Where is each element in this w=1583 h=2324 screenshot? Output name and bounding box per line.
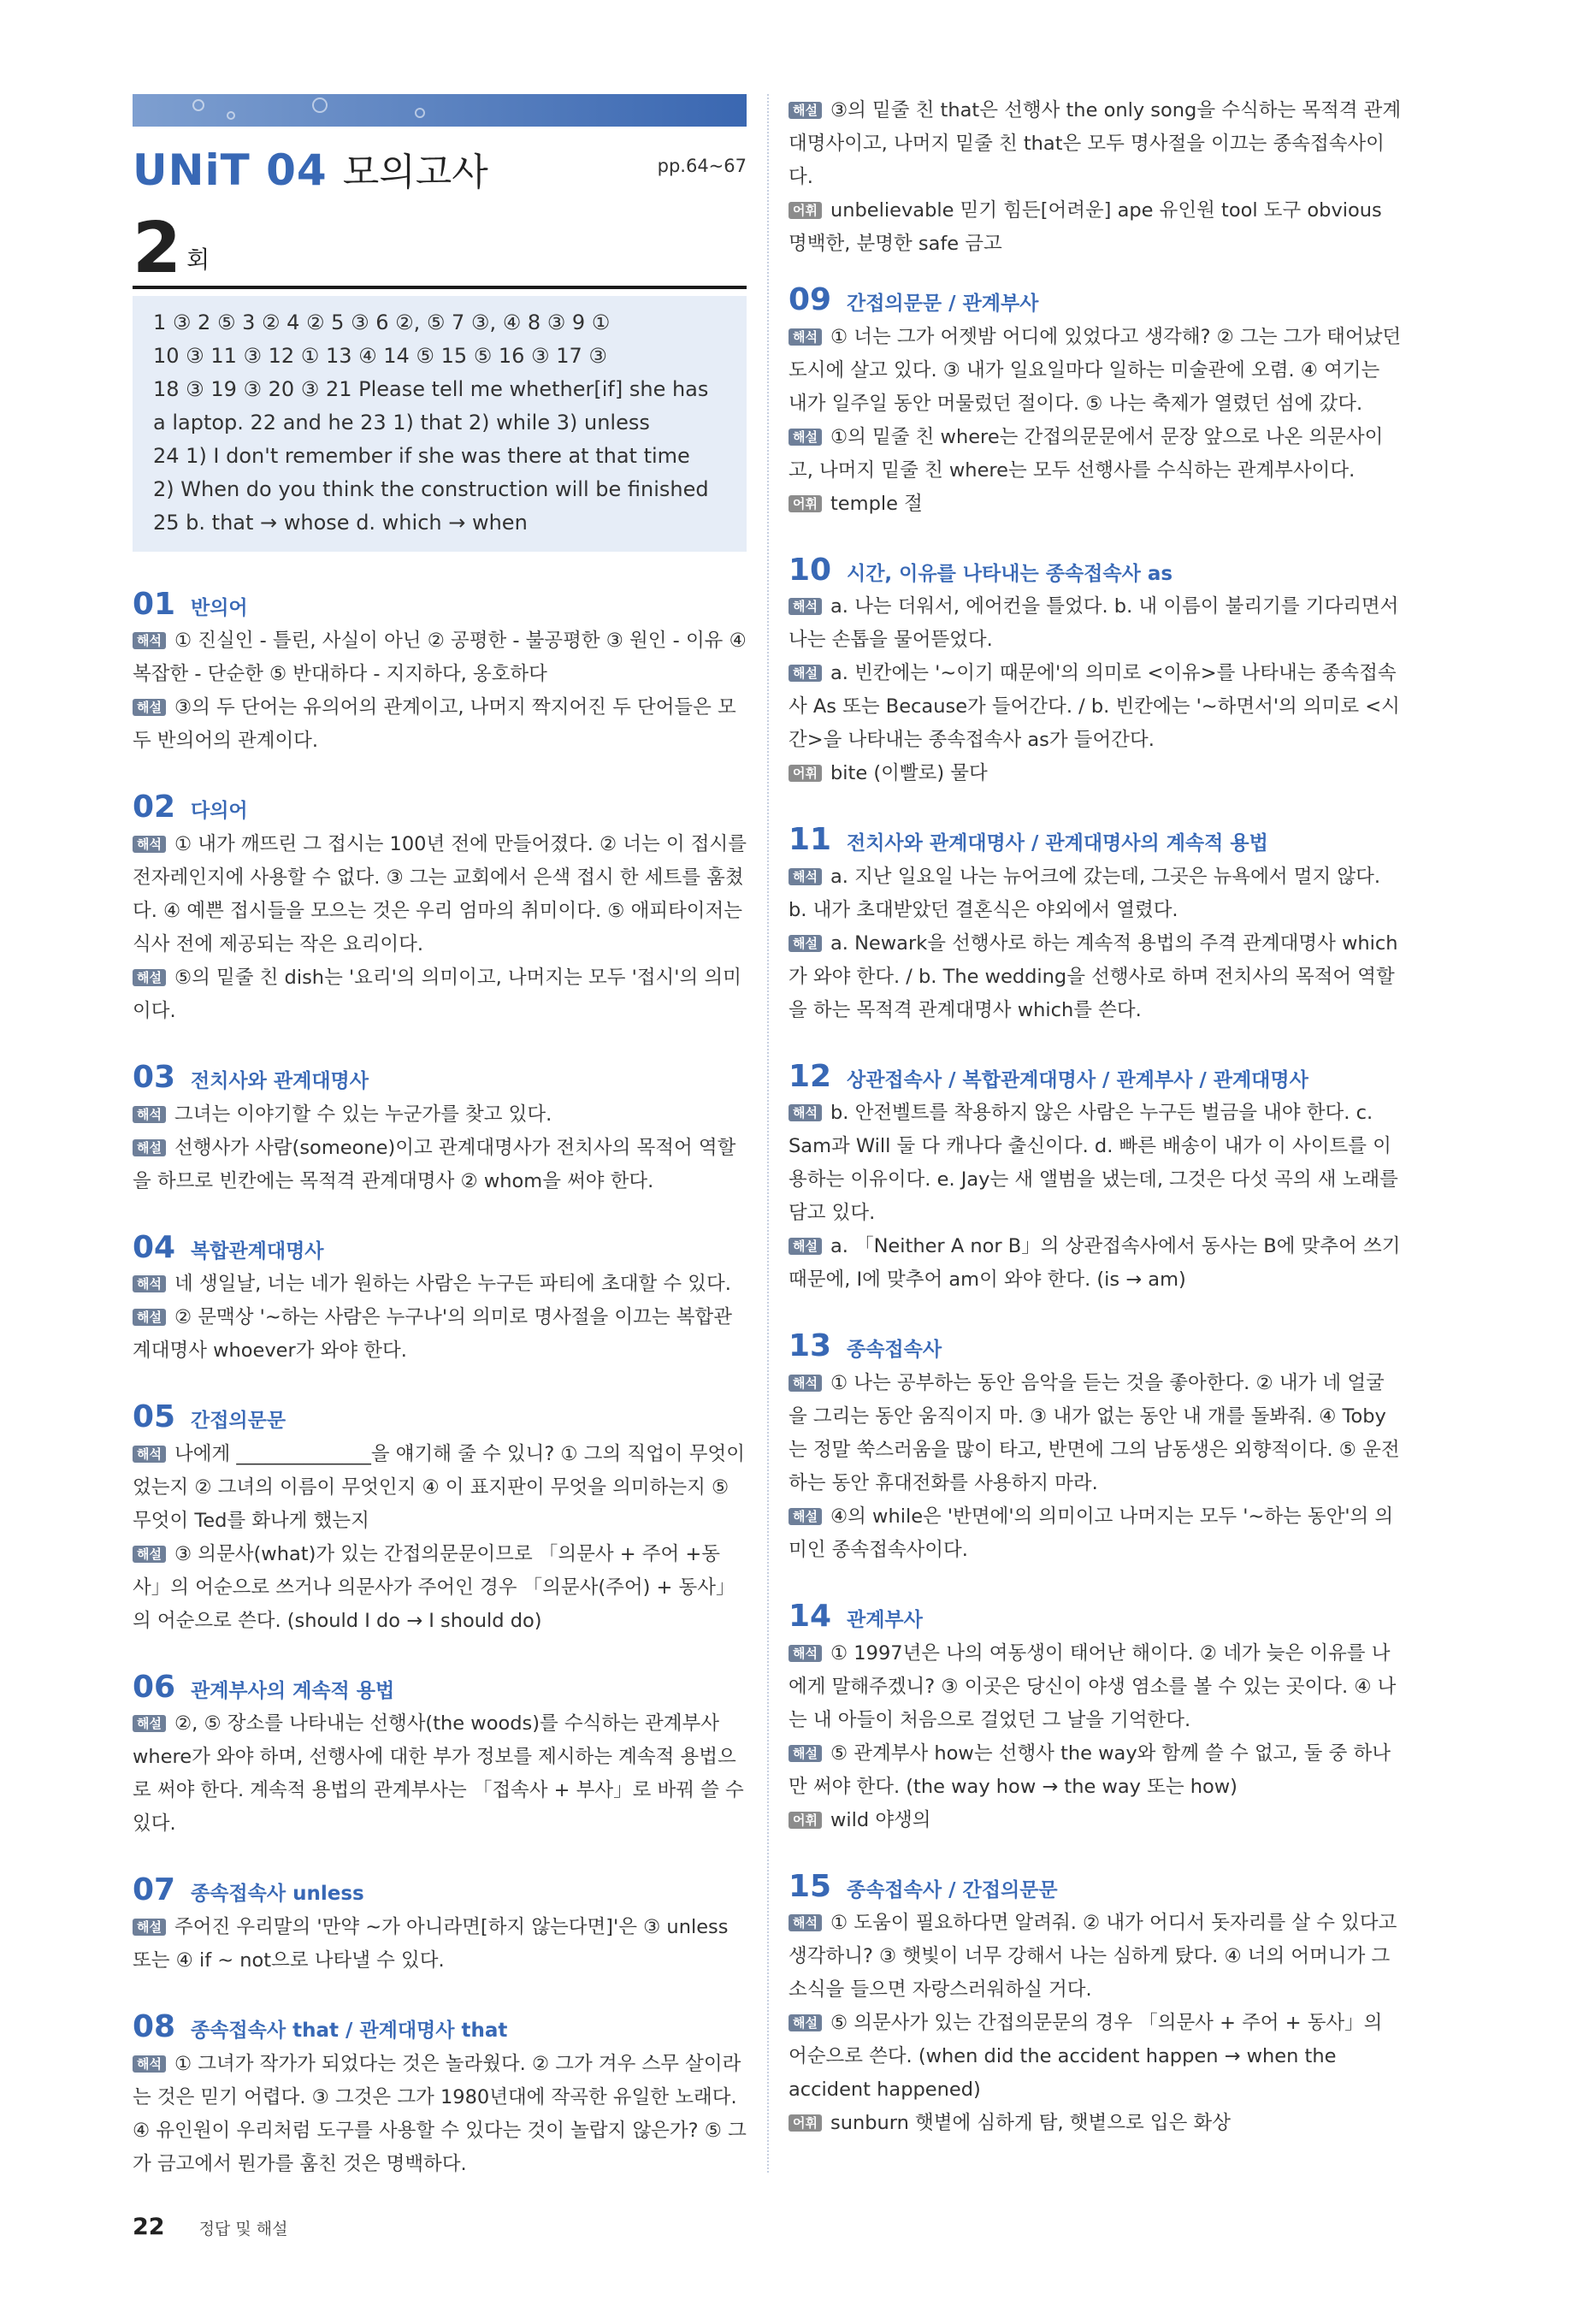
- answer-key-box: [133, 296, 747, 552]
- unit-banner: [133, 94, 747, 127]
- label-badge: 해석: [133, 836, 166, 853]
- explanation-paragraph: [789, 1637, 1403, 1737]
- paragraph-text: ④의 while은 '반면에'의 의미이고 나머지는 모두 '~하는 동안'의 의미인 종속접속사이다.: [789, 1505, 1394, 1561]
- paragraph-text: 네 생일날, 너는 네가 원하는 사람은 누구든 파티에 초대할 수 있다.: [174, 1273, 731, 1296]
- explanation-paragraph: [789, 590, 1403, 657]
- paragraph-text: b. 안전벨트를 착용하지 않은 사람은 누구든 벌금을 내야 한다. c. Sam과 Will 둘 다 캐나다 출신이다. d. 빠른 배송이 내가 이 사이트를 이용하는 이유이다. e. Jay는 새 앨범을 냈는데, 그것은 다섯 곡의 새 노래를 담고 있다.: [789, 1102, 1398, 1225]
- banner-decoration: [415, 108, 425, 118]
- explanation-paragraph: [789, 860, 1403, 927]
- question-section: [133, 790, 747, 1028]
- explanation-paragraph: [133, 1268, 747, 1301]
- section-heading: [789, 553, 1403, 588]
- answer-line: 24 1) I don't remember if she was there at that time: [153, 443, 690, 468]
- question-section: [133, 588, 747, 759]
- explanation-paragraph: [133, 691, 747, 758]
- explanation-paragraph: [789, 488, 1403, 521]
- explanation-paragraph: [133, 1098, 747, 1132]
- question-section: [133, 1231, 747, 1369]
- grammar-topic: 종속접속사 / 간접의문문: [847, 1878, 1058, 1901]
- grammar-topic: 관계부사의 계속적 용법: [191, 1679, 395, 1702]
- label-badge: 어휘: [789, 765, 822, 782]
- label-badge: 해석: [133, 1275, 166, 1292]
- section-heading: [789, 823, 1403, 857]
- section-heading: [133, 790, 747, 825]
- label-badge: 해석: [133, 1446, 166, 1463]
- page-footer: [133, 2214, 287, 2240]
- explanation-paragraph: [133, 1132, 747, 1198]
- banner-decoration: [312, 98, 328, 113]
- label-badge: 해석: [789, 868, 822, 885]
- grammar-topic: 전치사와 관계대명사 / 관계대명사의 계속적 용법: [847, 832, 1268, 855]
- question-section: [789, 1060, 1403, 1298]
- grammar-topic: 간접의문문 / 관계부사: [847, 293, 1039, 315]
- question-number: 11: [789, 822, 832, 858]
- paragraph-text: ① 도움이 필요하다면 알려줘. ② 내가 어디서 돗자리를 살 수 있다고 생각하니? ③ 햇빛이 너무 강해서 나는 심하게 탔다. ④ 너의 어머니가 그 소식을 들으면 자랑스러워하실 거다.: [789, 1912, 1397, 2002]
- explanation-paragraph: [133, 1538, 747, 1638]
- grammar-topic: 종속접속사 unless: [191, 1883, 364, 1906]
- unit-label: UNiT 04: [133, 145, 328, 195]
- question-number: 01: [133, 586, 176, 622]
- answer-line: 10 ③ 11 ③ 12 ① 13 ④ 14 ⑤ 15 ⑤ 16 ③ 17 ③: [153, 343, 607, 368]
- label-badge: 해설: [133, 699, 166, 716]
- question-section: [133, 1873, 747, 1978]
- explanation-paragraph: [789, 321, 1403, 421]
- paragraph-text: 나에게 ______________을 얘기해 줄 수 있니? ① 그의 직업이 무엇이었는지 ② 그녀의 이름이 무엇인지 ④ 이 표지판이 무엇을 의미하는지 ⑤ 무엇이 Ted를 화나게 했는지: [133, 1442, 745, 1532]
- label-badge: 어휘: [789, 1812, 822, 1829]
- explanation-paragraph: [133, 961, 747, 1028]
- explanation-paragraph: [789, 1230, 1403, 1297]
- question-section: [133, 1671, 747, 1842]
- banner-decoration: [227, 111, 235, 120]
- paragraph-text: 그녀는 이야기할 수 있는 누군가를 찾고 있다.: [174, 1103, 552, 1126]
- grammar-topic: 복합관계대명사: [191, 1239, 324, 1263]
- label-badge: 해설: [789, 1508, 822, 1525]
- grammar-topic: 종속접속사 that / 관계대명사 that: [191, 2019, 508, 2042]
- unit-header: [133, 139, 747, 195]
- paragraph-text: a. 「Neither A nor B」의 상관접속사에서 동사는 B에 맞추어 쓰기 때문에, I에 맞추어 am이 와야 한다. (is → am): [789, 1235, 1401, 1292]
- right-column: [789, 94, 1403, 2140]
- explanation-paragraph: [789, 2107, 1403, 2140]
- page-range: pp.64~67: [657, 156, 747, 176]
- section-heading: [789, 283, 1403, 317]
- paragraph-text: 선행사가 사람(someone)이고 관계대명사가 전치사의 목적어 역할을 하므로 빈칸에는 목적격 관계대명사 ② whom을 써야 한다.: [133, 1136, 736, 1192]
- label-badge: 해설: [789, 1745, 822, 1762]
- section-heading: [133, 1873, 747, 1907]
- paragraph-text: ⑤ 관계부사 how는 선행사 the way와 함께 쓸 수 없고, 둘 중 하나만 써야 한다. (the way how → the way 또는 how): [789, 1742, 1391, 1798]
- question-number: 03: [133, 1059, 176, 1095]
- explanation-paragraph: [789, 1097, 1403, 1230]
- label-badge: 해석: [789, 1375, 822, 1392]
- paragraph-text: ① 그녀가 작가가 되었다는 것은 놀라웠다. ② 그가 겨우 스무 살이라는 것은 믿기 어렵다. ③ 그것은 그가 1980년대에 작곡한 유일한 노래다. ④ 유인원이 우리처럼 도구를 사용할 수 있다는 것이 놀랍지 않은가? ⑤ 그가 금고에서 뭔가를 훔친 것은 명백하다.: [133, 2052, 747, 2175]
- question-section: [789, 1870, 1403, 2141]
- explanation-paragraph: [133, 1911, 747, 1978]
- round-number: 2: [133, 208, 182, 289]
- label-badge: 어휘: [789, 495, 822, 512]
- continued-explanation: [789, 94, 1403, 261]
- section-heading: [789, 1329, 1403, 1363]
- label-badge: 해설: [133, 1546, 166, 1563]
- page-number: 22: [133, 2214, 165, 2240]
- paragraph-text: ① 너는 그가 어젯밤 어디에 있었다고 생각해? ② 그는 그가 태어났던 도시에 살고 있다. ③ 내가 일요일마다 일하는 미술관에 오렴. ④ 여기는 내가 일주일 동안 머물렀던 절이다. ⑤ 나는 축제가 열렸던 섬에 갔다.: [789, 325, 1402, 415]
- paragraph-text: sunburn 햇볕에 심하게 탐, 햇볕으로 입은 화상: [830, 2112, 1231, 2135]
- footer-label: 정답 및 해설: [198, 2220, 288, 2238]
- paragraph-text: unbelievable 믿기 힘든[어려운] ape 유인원 tool 도구 obvious 명백한, 분명한 safe 금고: [789, 199, 1382, 255]
- question-number: 15: [789, 1868, 832, 1904]
- explanation-paragraph: [789, 1907, 1403, 2007]
- explanation-paragraph: [133, 1301, 747, 1368]
- paragraph-text: ① 진실인 - 틀린, 사실이 아닌 ② 공평한 - 불공평한 ③ 원인 - 이유 ④ 복잡한 - 단순한 ⑤ 반대하다 - 지지하다, 옹호하다: [133, 630, 747, 686]
- question-number: 08: [133, 2008, 176, 2044]
- explanation-paragraph: [789, 1804, 1403, 1837]
- paragraph-text: a. Newark을 선행사로 하는 계속적 용법의 주격 관계대명사 which가 와야 한다. / b. The wedding을 선행사로 하며 전치사의 목적어 역할을 하는 목적격 관계대명사 which를 쓴다.: [789, 931, 1398, 1021]
- question-section: [789, 1329, 1403, 1567]
- section-heading: [133, 1671, 747, 1705]
- label-badge: 해설: [789, 935, 822, 952]
- label-badge: 어휘: [789, 2114, 822, 2132]
- paragraph-text: ②, ⑤ 장소를 나타내는 선행사(the woods)를 수식하는 관계부사 where가 와야 하며, 선행사에 대한 부가 정보를 제시하는 계속적 용법으로 써야 한다. 계속적 용법의 관계부사는 「접속사 + 부사」로 바꿔 쓸 수 있다.: [133, 1712, 744, 1836]
- grammar-topic: 관계부사: [847, 1608, 923, 1631]
- paragraph-text: a. 지난 일요일 나는 뉴어크에 갔는데, 그곳은 뉴욕에서 멀지 않다. b. 내가 초대받았던 결혼식은 야외에서 열렸다.: [789, 865, 1380, 921]
- explanation-paragraph: [133, 2048, 747, 2181]
- paragraph-text: ③의 밑줄 친 that은 선행사 the only song을 수식하는 목적격 관계대명사이고, 나머지 밑줄 친 that은 모두 명사절을 이끄는 종속접속사이다.: [789, 99, 1402, 188]
- label-badge: 해석: [133, 632, 166, 649]
- grammar-topic: 간접의문문: [191, 1410, 286, 1433]
- column-divider: [767, 94, 769, 2173]
- label-badge: 해설: [789, 1238, 822, 1255]
- label-badge: 어휘: [789, 202, 822, 219]
- label-badge: 해석: [133, 1106, 166, 1123]
- label-badge: 해석: [789, 1645, 822, 1662]
- label-badge: 해석: [133, 2055, 166, 2073]
- question-section: [133, 2010, 747, 2181]
- question-number: 05: [133, 1399, 176, 1435]
- question-section: [133, 1061, 747, 1198]
- paragraph-text: ① 나는 공부하는 동안 음악을 듣는 것을 좋아한다. ② 내가 네 얼굴을 그리는 동안 움직이지 마. ③ 내가 없는 동안 내 개를 돌봐줘. ④ Toby는 정말 쑥스러움을 많이 타고, 반면에 그의 남동생은 외향적이다. ⑤ 운전하는 동안 휴대전화를 사용하지 마라.: [789, 1371, 1400, 1494]
- banner-decoration: [192, 99, 204, 111]
- explanation-paragraph: [789, 1367, 1403, 1500]
- label-badge: 해설: [133, 1919, 166, 1936]
- grammar-topic: 반의어: [191, 596, 248, 619]
- paragraph-text: ③ 의문사(what)가 있는 간접의문문이므로 「의문사 + 주어 +동사」의 어순으로 쓰거나 의문사가 주어인 경우 「의문사(주어) + 동사」의 어순으로 쓴다. (should I do → I should do): [133, 1542, 735, 1632]
- question-number: 14: [789, 1598, 832, 1634]
- question-section: [789, 283, 1403, 521]
- section-heading: [133, 2010, 747, 2044]
- round-heading: [133, 208, 747, 289]
- label-badge: 해설: [789, 102, 822, 119]
- section-heading: [133, 1231, 747, 1265]
- question-number: 10: [789, 552, 832, 588]
- label-badge: 해석: [789, 598, 822, 615]
- question-section: [789, 1600, 1403, 1837]
- question-number: 04: [133, 1229, 176, 1265]
- explanation-paragraph: [789, 194, 1403, 261]
- label-badge: 해석: [789, 1104, 822, 1121]
- answer-line: 2) When do you think the construction will be finished: [153, 476, 709, 501]
- paragraph-text: wild 야생의: [830, 1808, 931, 1831]
- question-number: 09: [789, 282, 832, 317]
- paragraph-text: ①의 밑줄 친 where는 간접의문문에서 문장 앞으로 나온 의문사이고, 나머지 밑줄 친 where는 모두 선행사를 수식하는 관계부사이다.: [789, 425, 1384, 482]
- label-badge: 해석: [789, 328, 822, 346]
- answer-line: a laptop. 22 and he 23 1) that 2) while 3) unless: [153, 410, 650, 435]
- answer-line: 1 ③ 2 ⑤ 3 ② 4 ② 5 ③ 6 ②, ⑤ 7 ③, ④ 8 ③ 9 ①: [153, 310, 611, 334]
- label-badge: 해설: [133, 969, 166, 986]
- grammar-topic: 종속접속사: [847, 1339, 942, 1362]
- paragraph-text: ⑤의 밑줄 친 dish는 '요리'의 의미이고, 나머지는 모두 '접시'의 의미이다.: [133, 966, 741, 1022]
- answer-line: 18 ③ 19 ③ 20 ③ 21 Please tell me whether[if] she has: [153, 376, 709, 401]
- grammar-topic: 다의어: [191, 800, 248, 823]
- explanation-paragraph: [133, 828, 747, 961]
- label-badge: 해설: [789, 429, 822, 446]
- paragraph-text: ② 문맥상 '~하는 사람은 누구나'의 의미로 명사절을 이끄는 복합관계대명사 whoever가 와야 한다.: [133, 1306, 732, 1363]
- section-heading: [133, 1061, 747, 1095]
- question-section: [789, 823, 1403, 1027]
- paragraph-text: a. 빈칸에는 '~이기 때문에'의 의미로 <이유>를 나타내는 종속접속사 As 또는 Because가 들어간다. / b. 빈칸에는 '~하면서'의 의미로 <시간>을 나타내는 종속접속사 as가 들어간다.: [789, 662, 1400, 752]
- explanation-paragraph: [789, 2007, 1403, 2107]
- label-badge: 해석: [789, 1914, 822, 1931]
- section-heading: [789, 1600, 1403, 1634]
- question-number: 02: [133, 789, 176, 825]
- paragraph-text: ① 1997년은 나의 여동생이 태어난 해이다. ② 네가 늦은 이유를 나에게 말해주겠니? ③ 이곳은 당신이 야생 염소를 볼 수 있는 곳이다. ④ 나는 내 아들이 처음으로 걸었던 그 날을 기억한다.: [789, 1641, 1397, 1731]
- explanation-paragraph: [789, 927, 1403, 1027]
- grammar-topic: 전치사와 관계대명사: [191, 1069, 369, 1092]
- question-number: 07: [133, 1872, 176, 1908]
- paragraph-text: bite (이빨로) 물다: [830, 762, 988, 785]
- explanation-paragraph: [789, 1737, 1403, 1804]
- explanation-paragraph: [789, 657, 1403, 757]
- explanation-paragraph: [789, 757, 1403, 790]
- grammar-topic: 시간, 이유를 나타내는 종속접속사 as: [847, 562, 1173, 585]
- label-badge: 해설: [133, 1309, 166, 1326]
- label-badge: 해설: [133, 1139, 166, 1156]
- paragraph-text: ⑤ 의문사가 있는 간접의문문의 경우 「의문사 + 주어 + 동사」의 어순으로 쓴다. (when did the accident happen → when the accident happened): [789, 2012, 1383, 2102]
- paragraph-text: a. 나는 더워서, 에어컨을 틀었다. b. 내 이름이 불리기를 기다리면서 나는 손톱을 물어뜯었다.: [789, 595, 1399, 652]
- section-heading: [789, 1060, 1403, 1094]
- explanation-paragraph: [133, 624, 747, 691]
- answer-line: 25 b. that → whose d. which → when: [153, 510, 528, 535]
- grammar-topic: 상관접속사 / 복합관계대명사 / 관계부사 / 관계대명사: [847, 1068, 1308, 1091]
- section-heading: [133, 588, 747, 622]
- question-section: [789, 553, 1403, 791]
- explanation-paragraph: [133, 1707, 747, 1841]
- question-number: 12: [789, 1058, 832, 1094]
- label-badge: 해설: [133, 1715, 166, 1732]
- paragraph-text: ① 내가 깨뜨린 그 접시는 100년 전에 만들어졌다. ② 너는 이 접시를 전자레인지에 사용할 수 없다. ③ 그는 교회에서 은색 접시 한 세트를 훔쳤다. ④ 예쁜 접시들을 모으는 것은 우리 엄마의 취미이다. ⑤ 애피타이저는 식사 전에 제공되는 작은 요리이다.: [133, 832, 747, 955]
- paragraph-text: temple 절: [830, 492, 923, 515]
- paragraph-text: 주어진 우리말의 '만약 ~가 아니라면[하지 않는다면]'은 ③ unless 또는 ④ if ~ not으로 나타낼 수 있다.: [133, 1915, 729, 1972]
- left-sections: [133, 588, 747, 2181]
- question-section: [133, 1400, 747, 1638]
- paragraph-text: ③의 두 단어는 유의어의 관계이고, 나머지 짝지어진 두 단어들은 모두 반의어의 관계이다.: [133, 696, 736, 753]
- round-suffix: 회: [186, 245, 210, 274]
- label-badge: 해설: [789, 2014, 822, 2031]
- right-sections: [789, 283, 1403, 2140]
- section-heading: [133, 1400, 747, 1434]
- section-heading: [789, 1870, 1403, 1904]
- explanation-paragraph: [133, 1438, 747, 1538]
- unit-title: 모의고사: [342, 151, 488, 194]
- explanation-paragraph: [789, 94, 1403, 194]
- explanation-paragraph: [789, 1500, 1403, 1567]
- explanation-paragraph: [789, 421, 1403, 488]
- question-number: 06: [133, 1669, 176, 1705]
- label-badge: 해설: [789, 665, 822, 682]
- left-column: [133, 94, 747, 2181]
- question-number: 13: [789, 1328, 832, 1364]
